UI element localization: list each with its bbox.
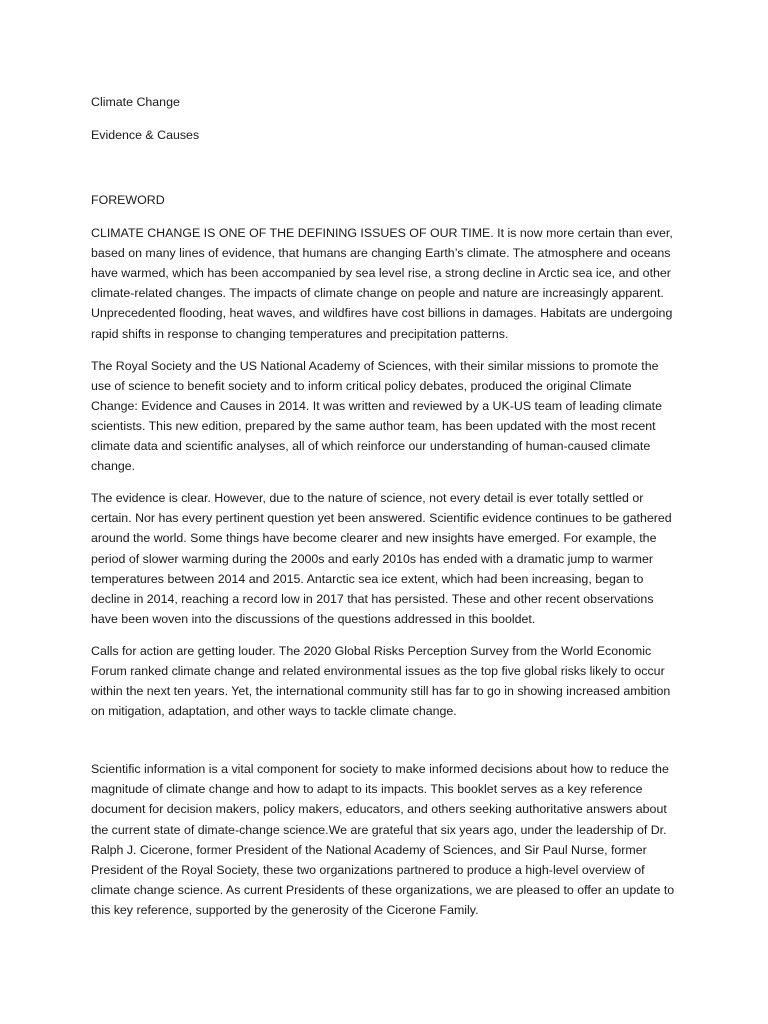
paragraph-4: Calls for action are getting louder. The 2020 Global Risks Perception Survey from the World Economic Forum ranked climate change and related environmental issues as the top five global risks likely to occur within the next ten years. Yet, the international community still has far to go in showing increased ambition on mitigation, adaptation, and other ways to tackle climate change. [91,643,671,719]
paragraph-5: Scientific information is a vital component for society to make informed decisions about how to reduce the magnitude of climate change and how to adapt to its impacts. This booklet serves as a key reference document for decision makers, policy makers, educators, and others seeking authoritative answers about the current state of dimate-change science.We are grateful that six years ago, under the leadership of Dr. Ralph J. Cicerone, former President of the National Academy of Sciences, and Sir Paul Nurse, former President of the Royal Society, these two organizations partnered to produce a high-level overview of climate change science. As current Presidents of these organizations, we are pleased to offer an update to this key reference, supported by the generosity of the Cicerone Family. [91,762,675,917]
spacer [91,733,679,759]
section-heading: FOREWORD [91,193,165,207]
spacer [91,145,679,190]
paragraph-1: CLIMATE CHANGE IS ONE OF THE DEFINING ISSUES OF OUR TIME. It is now more certain than ever, based on many lines of evidence, that humans are changing Earth’s climate. The atmosphere and oceans have warmed, which has been accompanied by sea level rise, a strong decline in Arctic sea ice, and other climate-related changes. The impacts of climate change on people and nature are increasingly apparent. Unprecedented flooding, heat waves, and wildfires have cost billions in damages. Habitats are undergoing rapid shifts in response to changing temperatures and precipitation patterns. [91,226,673,341]
document-title: Climate Change [91,95,180,109]
document-body [91,92,679,932]
document-subtitle: Evidence & Causes [91,128,200,142]
spacer [91,112,679,125]
paragraph-3: The evidence is clear. However, due to the nature of science, not every detail is ever totally settled or certain. Nor has every pertinent question yet been answered. Scientific evidence continues to be gathered around the world. Some things have become clearer and new insights have emerged. For example, the period of slower warming during the 2000s and early 2010s has ended with a dramatic jump to warmer temperatures between 2014 and 2015. Antarctic sea ice extent, which had been increasing, began to decline in 2014, reaching a record low in 2017 that has persisted. These and other recent observations have been woven into the discussions of the questions addressed in this booldet. [91,491,672,626]
paragraph-2: The Royal Society and the US National Academy of Sciences, with their similar missions to promote the use of science to benefit society and to inform critical policy debates, produced the original Climate Change: Evidence and Causes in 2014. It was written and reviewed by a UK-US team of leading climate scientists. This new edition, prepared by the same author team, has been updated with the most recent climate data and scientific analyses, all of which reinforce our understanding of human-caused climate change. [91,358,662,474]
